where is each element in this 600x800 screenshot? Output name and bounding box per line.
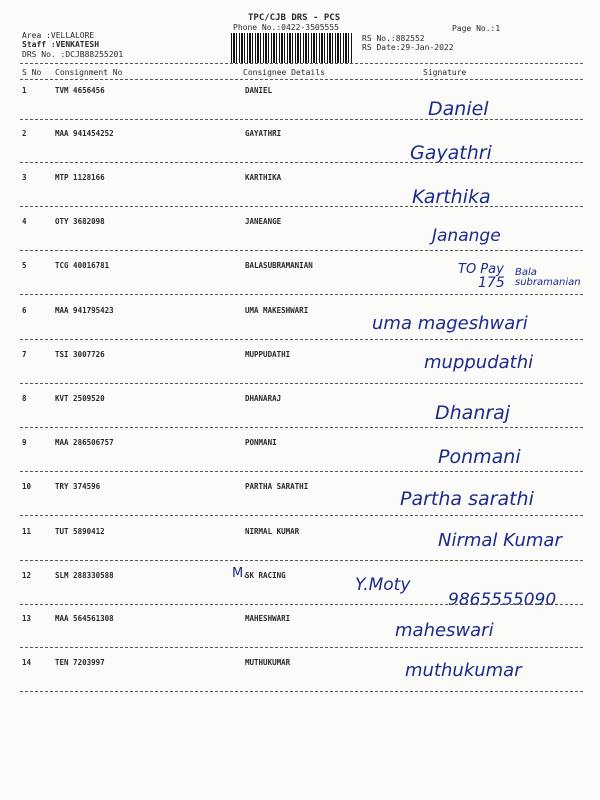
- document-title: TPC/CJB DRS - PCS: [248, 13, 341, 23]
- row-consignment-no: KVT 2509520: [55, 394, 105, 403]
- row-consignment-no: TUT 5890412: [55, 527, 105, 536]
- row-consignment-no: TEN 7203997: [55, 658, 105, 667]
- row-signature: Nirmal Kumar: [438, 530, 562, 551]
- row-sno: 13: [22, 614, 32, 623]
- header-bottom-rule: [20, 79, 583, 80]
- row-divider: [20, 647, 583, 648]
- row-signature: Gayathri: [410, 142, 492, 164]
- row-sno: 9: [22, 438, 27, 447]
- row-consignee: MUPPUDATHI: [245, 350, 291, 359]
- row-divider: [20, 604, 583, 605]
- row-consignment-no: MTP 1128166: [55, 173, 105, 182]
- row12-mark: M.: [232, 566, 248, 581]
- row-divider: [20, 427, 583, 428]
- row-consignee: KARTHIKA: [245, 173, 282, 182]
- drs-number: DRS No. :DCJB88255201: [22, 50, 124, 59]
- row12-scribble: Y.Moty: [355, 575, 411, 595]
- row-signature: muppudathi: [424, 352, 534, 373]
- row-sno: 5: [22, 261, 27, 270]
- row-sno: 7: [22, 350, 27, 359]
- row-consignment-no: MAA 286506757: [55, 438, 114, 447]
- row-consignee: NIRMAL KUMAR: [245, 527, 300, 536]
- row-signature: Daniel: [428, 98, 489, 120]
- col-consignee: Consignee Details: [243, 68, 325, 77]
- row-divider: [20, 339, 583, 340]
- row-sno: 10: [22, 482, 32, 491]
- row-consignee: JANEANGE: [245, 217, 282, 226]
- row-consignment-no: SLM 288330588: [55, 571, 114, 580]
- row-divider: [20, 162, 583, 163]
- row-divider: [20, 206, 583, 207]
- row5-name-annotation: Bala subramanian: [515, 267, 581, 288]
- row-divider: [20, 383, 583, 384]
- row-sno: 3: [22, 173, 27, 182]
- row-consignee: MAHESHWARI: [245, 614, 291, 623]
- row-divider: [20, 691, 583, 692]
- col-consignment: Consignment No: [55, 68, 123, 77]
- row-signature: Karthika: [412, 186, 491, 208]
- col-sno: S No: [22, 68, 42, 77]
- row-signature: Ponmani: [438, 446, 521, 468]
- row-consignment-no: TSI 3007726: [55, 350, 105, 359]
- barcode: [231, 33, 353, 63]
- row-divider: [20, 560, 583, 561]
- row-signature: uma mageshwari: [372, 313, 528, 334]
- row-signature: TO Pay: [458, 262, 504, 277]
- row-consignee: GAYATHRI: [245, 129, 282, 138]
- area-label: Area :VELLALORE: [22, 31, 95, 40]
- row-consignee: UMA MAKESHWARI: [245, 306, 309, 315]
- row-sno: 2: [22, 129, 27, 138]
- row-signature: Janange: [432, 226, 501, 246]
- row-consignment-no: MAA 941454252: [55, 129, 114, 138]
- row-sno: 11: [22, 527, 32, 536]
- phone-number: Phone No.:0422-3505555: [233, 23, 339, 32]
- row-consignee: DANIEL: [245, 86, 273, 95]
- row-divider: [20, 515, 583, 516]
- row-sno: 1: [22, 86, 27, 95]
- row-sno: 6: [22, 306, 27, 315]
- row-consignee: SK RACING: [245, 571, 286, 580]
- row-consignee: BALASUBRAMANIAN: [245, 261, 313, 270]
- col-signature: Signature: [423, 68, 467, 77]
- row-divider: [20, 119, 583, 120]
- row-consignee: DHANARAJ: [245, 394, 282, 403]
- staff-label: Staff :VENKATESH: [22, 40, 100, 49]
- row-signature: maheswari: [395, 620, 494, 641]
- row-consignment-no: MAA 564561308: [55, 614, 114, 623]
- row-signature: muthukumar: [405, 660, 522, 681]
- row-divider: [20, 250, 583, 251]
- row-sno: 12: [22, 571, 32, 580]
- row-signature: Partha sarathi: [400, 488, 534, 510]
- row-sno: 8: [22, 394, 27, 403]
- row-signature: Dhanraj: [435, 402, 511, 424]
- page-number: Page No.:1: [452, 24, 501, 33]
- rs-number: RS No.:882552: [362, 34, 425, 43]
- rs-date: RS Date:29-Jan-2022: [362, 43, 454, 52]
- row-divider: [20, 294, 583, 295]
- row-sno: 14: [22, 658, 32, 667]
- row5-amount-annotation: 175: [478, 275, 505, 291]
- row-consignment-no: TRY 374596: [55, 482, 101, 491]
- row-consignee: MUTHUKUMAR: [245, 658, 291, 667]
- row-consignment-no: TVM 4656456: [55, 86, 105, 95]
- header-top-rule: [20, 63, 583, 64]
- row-divider: [20, 471, 583, 472]
- row-consignment-no: MAA 941795423: [55, 306, 114, 315]
- row-consignee: PARTHA SARATHI: [245, 482, 309, 491]
- row-consignee: PONMANI: [245, 438, 277, 447]
- row-consignment-no: OTY 3682098: [55, 217, 105, 226]
- row-sno: 4: [22, 217, 27, 226]
- row-signature: 9865555090: [448, 590, 557, 610]
- row-consignment-no: TCG 40016781: [55, 261, 110, 270]
